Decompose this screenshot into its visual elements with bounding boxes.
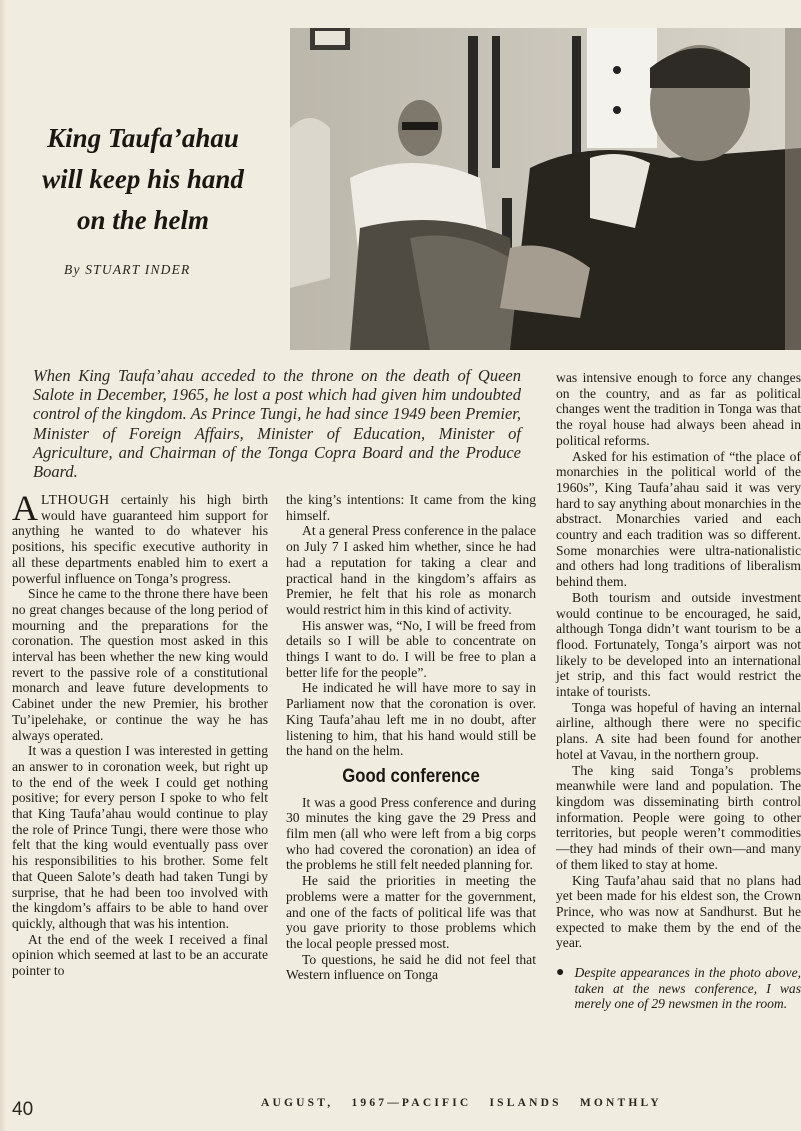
col3-paragraph-4: Tonga was hopeful of having an internal airline, although there were no specific plans. A site had been found for another hotel at Vavau, in the northern group. — [556, 699, 801, 762]
photo-illustration — [290, 28, 801, 350]
photo-caption — [556, 965, 801, 1012]
footer-word-monthly: MONTHLY — [579, 1097, 662, 1109]
col3-paragraph-5: The king said Tonga’s problems meanwhile were land and population. The kingdom was disseminating birth control information. People were going to other territories, but people weren’t commodities—they had minds of their own—and many of them liked to stay at home. — [556, 762, 801, 872]
drop-cap: A — [12, 488, 38, 528]
col1-p1-text: certainly his high birth would have guaranteed him support for anything he wanted to do whatever his positions, his specific executive authority in all these departments enabled him to exert a powerful influence on Tonga’s progress. — [12, 492, 268, 586]
column-3 — [556, 370, 801, 1012]
title-line-2: will keep his hand — [42, 164, 244, 194]
byline: By STUART INDER — [64, 262, 191, 277]
article-title — [12, 118, 274, 241]
col1-paragraph-4: At the end of the week I received a final opinion which seemed at last to be an accurate pointer to — [12, 931, 268, 979]
col3-paragraph-1: was intensive enough to force any changes on the country, and as far as political changes went the tradition in Tonga was that the royal house had always been ahead in political reforms. — [556, 370, 801, 448]
footer-word-islands: ISLANDS — [489, 1097, 562, 1109]
col2-paragraph-6: He said the priorities in meeting the problems were a matter for the government, and one of the facts of political life was that you gave priority to those problems which the local people pressed most. — [286, 873, 536, 951]
col3-paragraph-6: King Taufa’ahau said that no plans had yet been made for his eldest son, the Crown Prince, who was now at Sandhurst. But he expected to make them by the end of the year. — [556, 872, 801, 951]
footer-month: AUGUST, — [261, 1097, 334, 1109]
col1-paragraph-3: It was a question I was interested in getting an answer to in coronation week, but right up to the end of the week I could get nothing positive; for every person I spoke to who felt that King Taufa’ahau would continue to play the role of Prince Tungi, there were those who felt that the king would eventually pass over his responsibilities to his brother. Some felt that Queen Salote’s death had taken Tungi by surprise, that he had been too involved with the kingdom’s affairs to be able to hand over quickly, although that was his intention. — [12, 743, 268, 931]
title-line-1: King Taufa’ahau — [47, 123, 239, 153]
page-edge — [0, 0, 6, 1131]
intro-paragraph: When King Taufa’ahau acceded to the throne on the death of Queen Salote in December, 1965, he lost a post which had given him undoubted control of the kingdom. As Prince Tungi, he had since 1949 been Premier, Minister of Foreign Affairs, Minister of Education, Minister of Agriculture, and Chairman of the Tonga Copra Board and the Produce Board. — [33, 366, 521, 482]
footer-year: 1967—PACIFIC — [351, 1097, 472, 1109]
col1-paragraph-2: Since he came to the throne there have been no great changes because of the long period of mourning and the preparations for the coronation. The question most asked in this interval has been whether the new king would revert to the passive role of a constitutional monarch and leave future developments to Cabinet under the new Premier, his brother Tu’ipelehake, or continue the way he has always operated. — [12, 586, 268, 743]
col3-paragraph-2: Asked for his estimation of “the place of monarchies in the political world of the 1960s”, King Taufa’ahau said it was very hard to say anything about monarchies in the abstract. Monarchies varied and each country and each tradition was so different. Some monarchies were ultra-nationalistic and others had long traditions of liberalism behind them. — [556, 448, 801, 590]
col3-paragraph-3: Both tourism and outside investment would continue to be encouraged, he said, although Tonga didn’t want tourism to be a flood. Fortunately, Tonga’s airport was not likely to be developed into an international jet strip, and this fact would restrict the intake of tourists. — [556, 589, 801, 700]
col2-paragraph-7: To questions, he said he did not feel that Western influence on Tonga — [286, 951, 536, 983]
col2-paragraph-3: His answer was, “No, I will be freed from details so I will be able to concentrate on things I want to do. I will be free to plan a better life for the people”. — [286, 617, 536, 680]
subheading: Good conference — [342, 765, 480, 787]
bullet-icon: ● — [556, 965, 565, 981]
column-2 — [286, 492, 536, 983]
title-line-3: on the helm — [76, 205, 210, 235]
page-number: 40 — [12, 1099, 34, 1120]
running-footer — [261, 1097, 801, 1109]
col2-paragraph-2: At a general Press conference in the palace on July 7 I asked him whether, since he had had a reputation for taking a clear and practical hand in the kingdom’s affairs as Premier, he felt that his role as monarch would restrict him in this kind of activity. — [286, 523, 536, 617]
col2-paragraph-5: It was a good Press conference and during 30 minutes the king gave the 29 Press and film men (all who were left from a big corps who had covered the coronation) an idea of the problems he still felt needed planning for. — [286, 794, 536, 873]
lead-caps: LTHOUGH — [41, 492, 110, 507]
caption-text: Despite appearances in the photo above, taken at the news conference, I was merely one of 29 newsmen in the room. — [574, 965, 801, 1012]
col2-paragraph-4: He indicated he will have more to say in Parliament now that the coronation is over. King Taufa’ahau left me in no doubt, after listening to him, that his hand would still be the hand on the helm. — [286, 680, 536, 759]
col2-paragraph-1: the king’s intentions: It came from the king himself. — [286, 492, 536, 523]
col1-paragraph-1 — [12, 488, 268, 586]
press-conference-photo — [290, 28, 801, 350]
column-1 — [12, 488, 268, 979]
